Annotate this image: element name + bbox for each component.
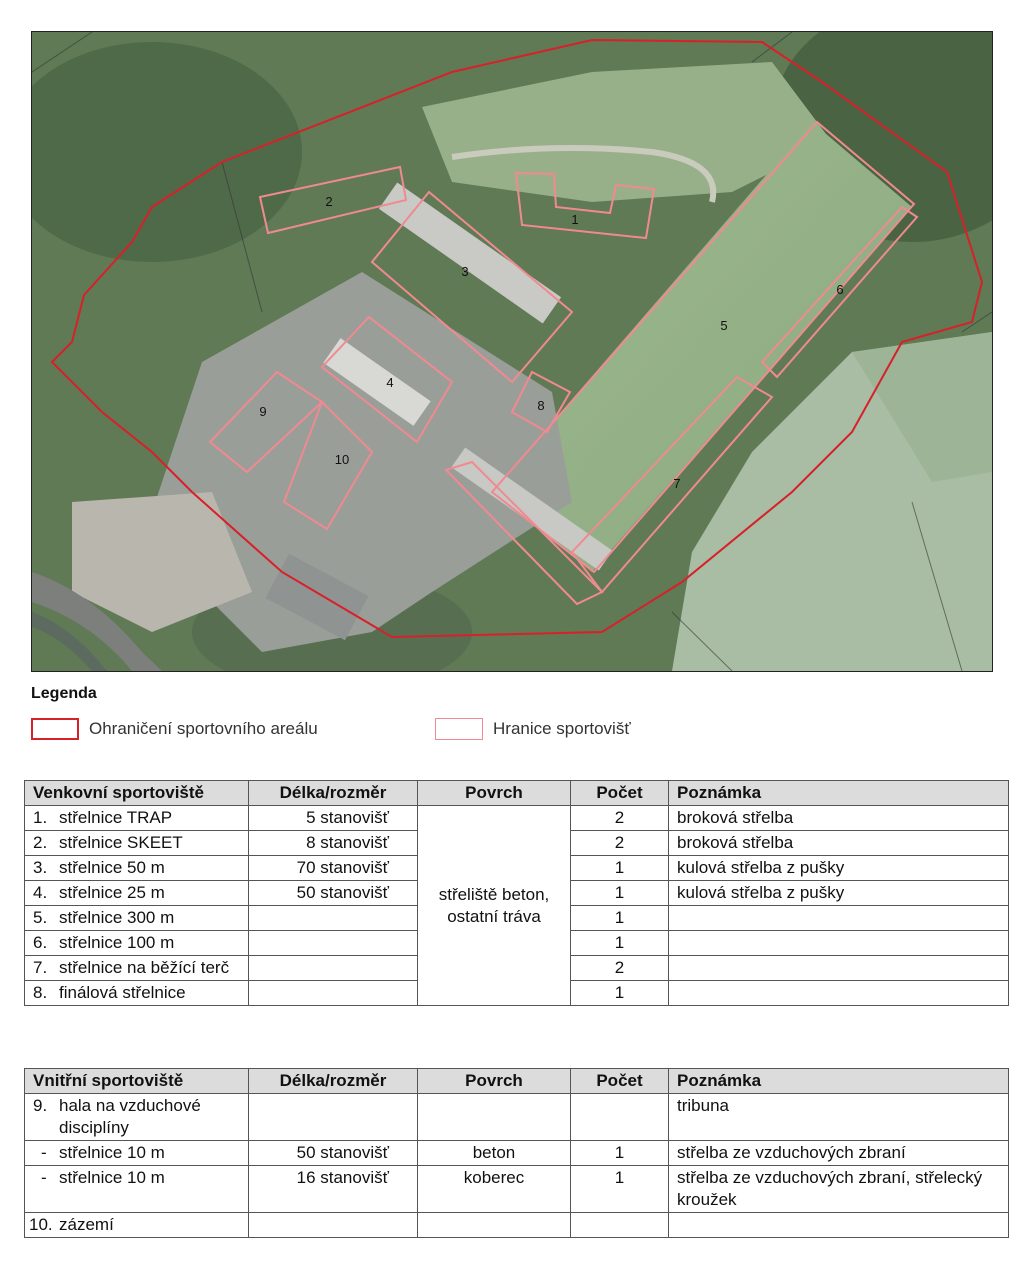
facility-cell bbox=[25, 1166, 249, 1213]
size-cell bbox=[249, 981, 418, 1006]
surface-cell: beton bbox=[418, 1141, 571, 1166]
size-cell bbox=[249, 1094, 418, 1141]
note-cell: broková střelba bbox=[669, 806, 1009, 831]
size-cell bbox=[249, 956, 418, 981]
surface-cell bbox=[418, 1213, 571, 1238]
table-row bbox=[25, 1141, 1009, 1166]
legend-label-area: Ohraničení sportovního areálu bbox=[89, 719, 318, 738]
row-number: 4. bbox=[33, 883, 48, 902]
row-dash: - bbox=[41, 1143, 47, 1162]
zone-label-6: 6 bbox=[836, 282, 844, 297]
count-cell: 1 bbox=[571, 1166, 669, 1213]
zone-label-7: 7 bbox=[673, 476, 681, 491]
facility-cell bbox=[25, 906, 249, 931]
size-cell bbox=[249, 906, 418, 931]
zone-label-4: 4 bbox=[386, 375, 394, 390]
note-cell: střelba ze vzduchových zbraní, střelecký kroužek bbox=[669, 1166, 1009, 1213]
legend-item-sport-fields bbox=[435, 718, 631, 740]
col-header-surface: Povrch bbox=[418, 1069, 571, 1094]
facility-name: hala na vzduchové disciplíny bbox=[59, 1096, 201, 1137]
col-header-size: Délka/rozměr bbox=[249, 781, 418, 806]
note-cell: kulová střelba z pušky bbox=[669, 881, 1009, 906]
facility-name: střelnice SKEET bbox=[59, 833, 183, 852]
row-number: 3. bbox=[33, 858, 48, 877]
size-cell bbox=[249, 931, 418, 956]
table-row bbox=[25, 1213, 1009, 1238]
facility-cell bbox=[25, 881, 249, 906]
col-header-count: Počet bbox=[571, 1069, 669, 1094]
facility-name: střelnice 300 m bbox=[59, 908, 175, 927]
note-cell bbox=[669, 906, 1009, 931]
row-number: 2. bbox=[33, 833, 48, 852]
facility-name: střelnice 10 m bbox=[59, 1143, 165, 1162]
table-row bbox=[25, 806, 1009, 831]
legend-title: Legenda bbox=[31, 685, 97, 702]
facility-cell bbox=[25, 956, 249, 981]
facility-name: střelnice 25 m bbox=[59, 883, 165, 902]
legend-swatch-fields bbox=[435, 718, 483, 740]
table-row bbox=[25, 1094, 1009, 1141]
size-cell: 5 stanovišť bbox=[249, 806, 418, 831]
legend-item-area-boundary bbox=[31, 718, 318, 740]
zone-label-5: 5 bbox=[720, 318, 728, 333]
facility-name: střelnice 10 m bbox=[59, 1168, 165, 1187]
facility-cell bbox=[25, 1213, 249, 1238]
facility-cell bbox=[25, 831, 249, 856]
count-cell: 1 bbox=[571, 906, 669, 931]
table-header-row bbox=[25, 781, 1009, 806]
col-header-surface: Povrch bbox=[418, 781, 571, 806]
zone-label-8: 8 bbox=[537, 398, 545, 413]
note-cell: tribuna bbox=[669, 1094, 1009, 1141]
facility-name: zázemí bbox=[59, 1215, 114, 1234]
facility-cell bbox=[25, 856, 249, 881]
note-cell bbox=[669, 956, 1009, 981]
col-header-note: Poznámka bbox=[669, 1069, 1009, 1094]
count-cell: 2 bbox=[571, 956, 669, 981]
col-header-note: Poznámka bbox=[669, 781, 1009, 806]
facility-name: finálová střelnice bbox=[59, 983, 186, 1002]
col-header-facility: Vnitřní sportoviště bbox=[25, 1069, 249, 1094]
map-svg bbox=[32, 32, 992, 671]
facility-name: střelnice na běžící terč bbox=[59, 958, 230, 977]
note-cell: broková střelba bbox=[669, 831, 1009, 856]
size-cell bbox=[249, 1213, 418, 1238]
note-cell: kulová střelba z pušky bbox=[669, 856, 1009, 881]
col-header-count: Počet bbox=[571, 781, 669, 806]
table-row bbox=[25, 1166, 1009, 1213]
facility-name: střelnice 100 m bbox=[59, 933, 175, 952]
note-cell: střelba ze vzduchových zbraní bbox=[669, 1141, 1009, 1166]
count-cell bbox=[571, 1094, 669, 1141]
row-number: 8. bbox=[33, 983, 48, 1002]
surface-cell: střeliště beton, ostatní tráva bbox=[418, 806, 571, 1006]
zone-label-1: 1 bbox=[571, 212, 579, 227]
facility-cell bbox=[25, 806, 249, 831]
facility-cell bbox=[25, 1141, 249, 1166]
count-cell: 2 bbox=[571, 806, 669, 831]
row-number: 10. bbox=[29, 1215, 53, 1234]
count-cell: 2 bbox=[571, 831, 669, 856]
note-cell bbox=[669, 1213, 1009, 1238]
col-header-facility: Venkovní sportoviště bbox=[25, 781, 249, 806]
surface-cell: koberec bbox=[418, 1166, 571, 1213]
count-cell: 1 bbox=[571, 856, 669, 881]
col-header-size: Délka/rozměr bbox=[249, 1069, 418, 1094]
aerial-map bbox=[31, 31, 993, 672]
count-cell bbox=[571, 1213, 669, 1238]
row-number: 6. bbox=[33, 933, 48, 952]
legend-label-fields: Hranice sportovišť bbox=[493, 719, 631, 738]
zone-label-2: 2 bbox=[325, 194, 333, 209]
facility-cell bbox=[25, 1094, 249, 1141]
row-dash: - bbox=[41, 1168, 47, 1187]
facility-cell bbox=[25, 931, 249, 956]
zone-label-9: 9 bbox=[259, 404, 267, 419]
legend-swatch-area bbox=[31, 718, 79, 740]
count-cell: 1 bbox=[571, 881, 669, 906]
count-cell: 1 bbox=[571, 931, 669, 956]
facility-cell bbox=[25, 981, 249, 1006]
facility-name: střelnice TRAP bbox=[59, 808, 173, 827]
count-cell: 1 bbox=[571, 981, 669, 1006]
size-cell: 50 stanovišť bbox=[249, 1141, 418, 1166]
size-cell: 50 stanovišť bbox=[249, 881, 418, 906]
note-cell bbox=[669, 981, 1009, 1006]
indoor-facilities-table bbox=[24, 1068, 1009, 1238]
surface-cell bbox=[418, 1094, 571, 1141]
row-number: 9. bbox=[33, 1096, 48, 1115]
size-cell: 8 stanovišť bbox=[249, 831, 418, 856]
size-cell: 16 stanovišť bbox=[249, 1166, 418, 1213]
size-cell: 70 stanovišť bbox=[249, 856, 418, 881]
row-number: 5. bbox=[33, 908, 48, 927]
count-cell: 1 bbox=[571, 1141, 669, 1166]
zone-label-10: 10 bbox=[334, 452, 350, 467]
table-header-row bbox=[25, 1069, 1009, 1094]
row-number: 7. bbox=[33, 958, 48, 977]
outdoor-facilities-table bbox=[24, 780, 1009, 1006]
zone-label-3: 3 bbox=[461, 264, 469, 279]
note-cell bbox=[669, 931, 1009, 956]
row-number: 1. bbox=[33, 808, 48, 827]
facility-name: střelnice 50 m bbox=[59, 858, 165, 877]
